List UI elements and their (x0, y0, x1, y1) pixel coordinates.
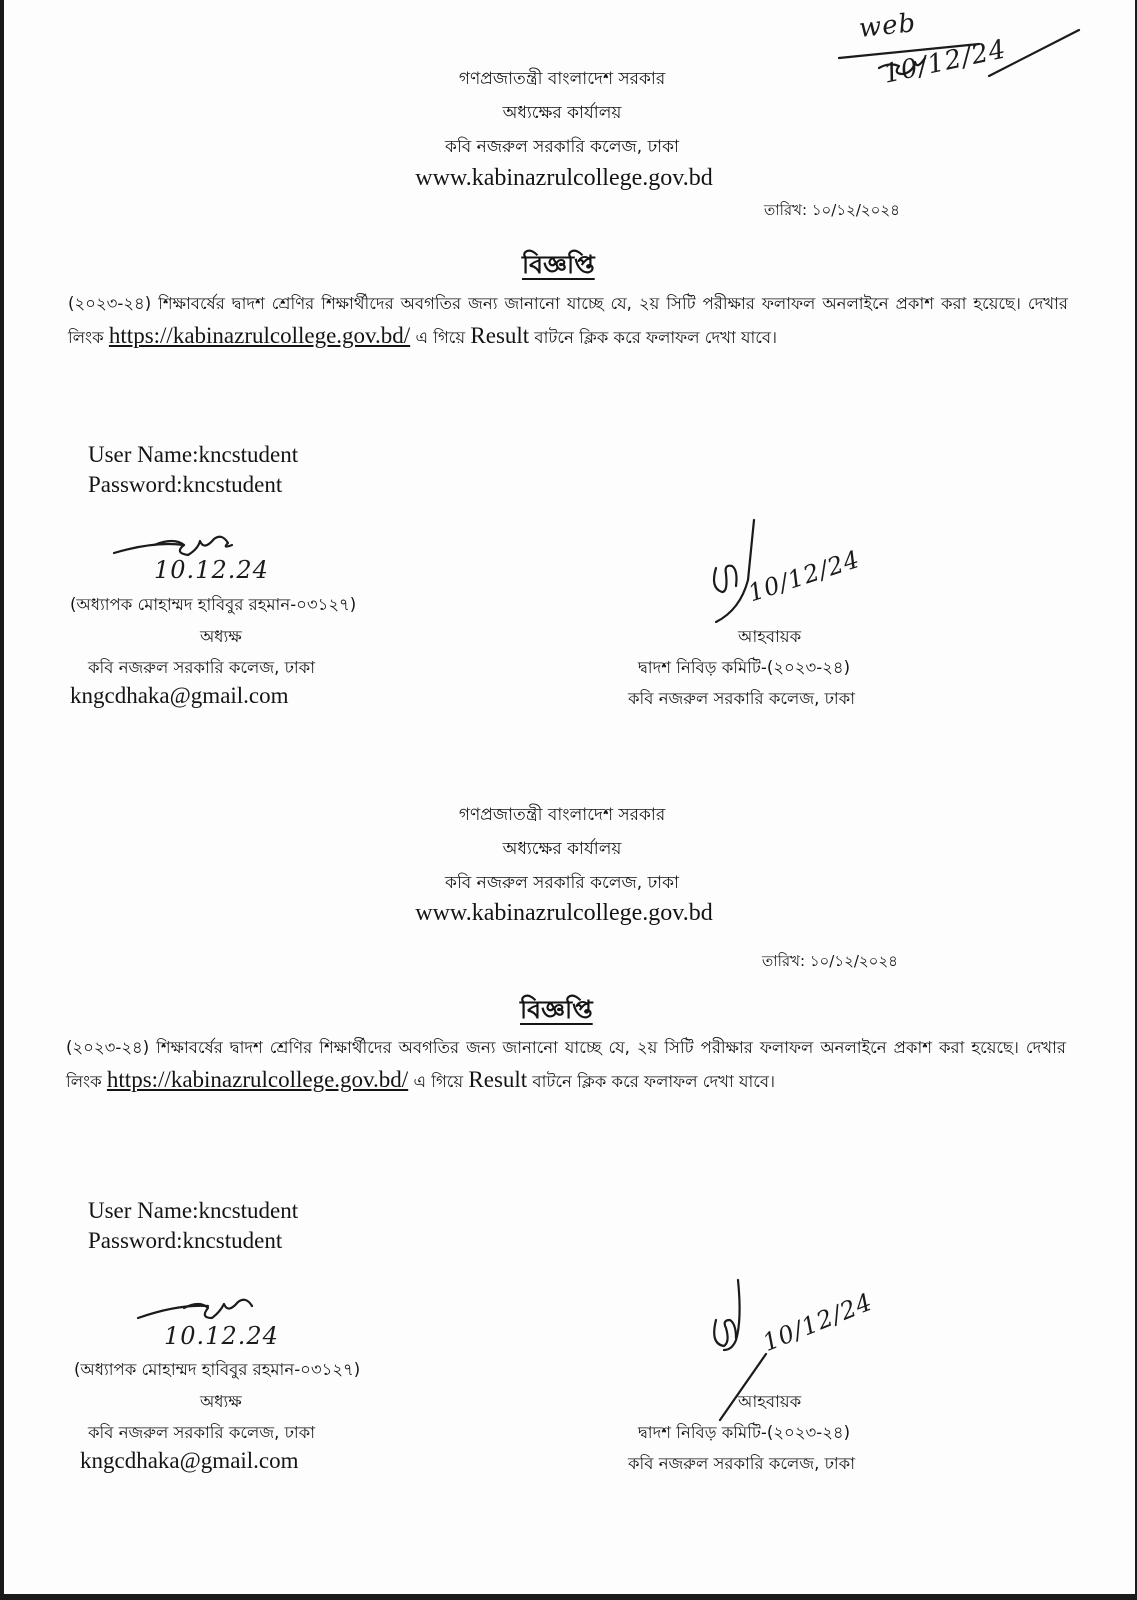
body-text-3: বাটনে ক্লিক করে ফলাফল দেখা যাবে। (534, 328, 777, 347)
principal-email: kngcdhaka@gmail.com (80, 1448, 299, 1473)
principal-designation: অধ্যক্ষ (200, 627, 242, 646)
header-website: www.kabinazrulcollege.gov.bd (415, 900, 713, 926)
header-college: কবি নজরুল সরকারি কলেজ, ঢাকা (445, 873, 679, 893)
principal-signature-date: 10.12.24 (154, 556, 269, 584)
notice-date: তারিখ: ১০/১২/২০২৪ (764, 201, 900, 219)
convener-designation: আহবায়ক (738, 1392, 802, 1411)
result-button-word: Result (468, 1067, 528, 1092)
header-government: গণপ্রজাতন্ত্রী বাংলাদেশ সরকার (458, 69, 666, 89)
notice-body (66, 1032, 1066, 1098)
convener-designation: আহবায়ক (738, 627, 802, 646)
principal-designation: অধ্যক্ষ (200, 1392, 242, 1411)
password-text: Password:kncstudent (88, 472, 283, 497)
principal-college: কবি নজরুল সরকারি কলেজ, ঢাকা (88, 658, 316, 677)
header-government: গণপ্রজাতন্ত্রী বাংলাদেশ সরকার (458, 805, 666, 825)
body-text-3: বাটনে ক্লিক করে ফলাফল দেখা যাবে। (532, 1072, 775, 1091)
result-link[interactable]: https://kabinazrulcollege.gov.bd/ (108, 323, 411, 348)
password-text: Password:kncstudent (88, 1228, 283, 1253)
annotation-date: 10/12/24 (880, 34, 1010, 90)
convener-committee: দ্বাদশ নিবিড় কমিটি-(২০২৩-২৪) (638, 1423, 851, 1442)
username-text: User Name:kncstudent (88, 1198, 299, 1223)
body-text: (২০২৩-২৪) শিক্ষাবর্ষের দ্বাদশ শ্রেণির শিক্ষার্থীদের অবগতির জন্য জানানো যাচ্ছে যে, ২য় সিটি পরীক্ষার ফলাফল অনলাইনে প্রকাশ করা হয়েছে। দেখার লিংক (66, 1038, 1066, 1091)
convener-signature-date: 10/12/24 (744, 544, 864, 608)
body-text-2: এ গিয়ে (415, 328, 466, 347)
username-text: User Name:kncstudent (88, 442, 299, 467)
notice-title: বিজ্ঞপ্তি (520, 995, 593, 1024)
body-text: (২০২৩-২৪) শিক্ষাবর্ষের দ্বাদশ শ্রেণির শিক্ষার্থীদের অবগতির জন্য জানানো যাচ্ছে যে, ২য় সিটি পরীক্ষার ফলাফল অনলাইনে প্রকাশ করা হয়েছে। দেখার লিংক (68, 294, 1068, 347)
header-office: অধ্যক্ষের কার্যালয় (502, 103, 622, 123)
header-office: অধ্যক্ষের কার্যালয় (502, 839, 622, 859)
convener-college: কবি নজরুল সরকারি কলেজ, ঢাকা (628, 689, 856, 708)
principal-email: kngcdhaka@gmail.com (70, 683, 289, 708)
principal-college: কবি নজরুল সরকারি কলেজ, ঢাকা (88, 1423, 316, 1442)
convener-signature-date: 10/12/24 (758, 1287, 877, 1357)
principal-name: (অধ্যাপক মোহাম্মদ হাবিবুর রহমান-০৩১২৭) (74, 1360, 361, 1379)
header-website: www.kabinazrulcollege.gov.bd (415, 165, 713, 191)
scanned-document-page (4, 0, 1135, 1594)
notice-body (68, 288, 1068, 354)
principal-signature-date: 10.12.24 (164, 1322, 279, 1350)
result-button-word: Result (470, 323, 530, 348)
annotation-word: web (857, 8, 918, 44)
result-link[interactable]: https://kabinazrulcollege.gov.bd/ (106, 1067, 409, 1092)
principal-name: (অধ্যাপক মোহাম্মদ হাবিবুর রহমান-০৩১২৭) (70, 595, 357, 614)
body-text-2: এ গিয়ে (413, 1072, 464, 1091)
header-college: কবি নজরুল সরকারি কলেজ, ঢাকা (445, 137, 679, 157)
notice-date: তারিখ: ১০/১২/২০২৪ (762, 952, 898, 970)
convener-committee: দ্বাদশ নিবিড় কমিটি-(২০২৩-২৪) (638, 658, 851, 677)
convener-college: কবি নজরুল সরকারি কলেজ, ঢাকা (628, 1454, 856, 1473)
notice-title: বিজ্ঞপ্তি (522, 250, 595, 279)
